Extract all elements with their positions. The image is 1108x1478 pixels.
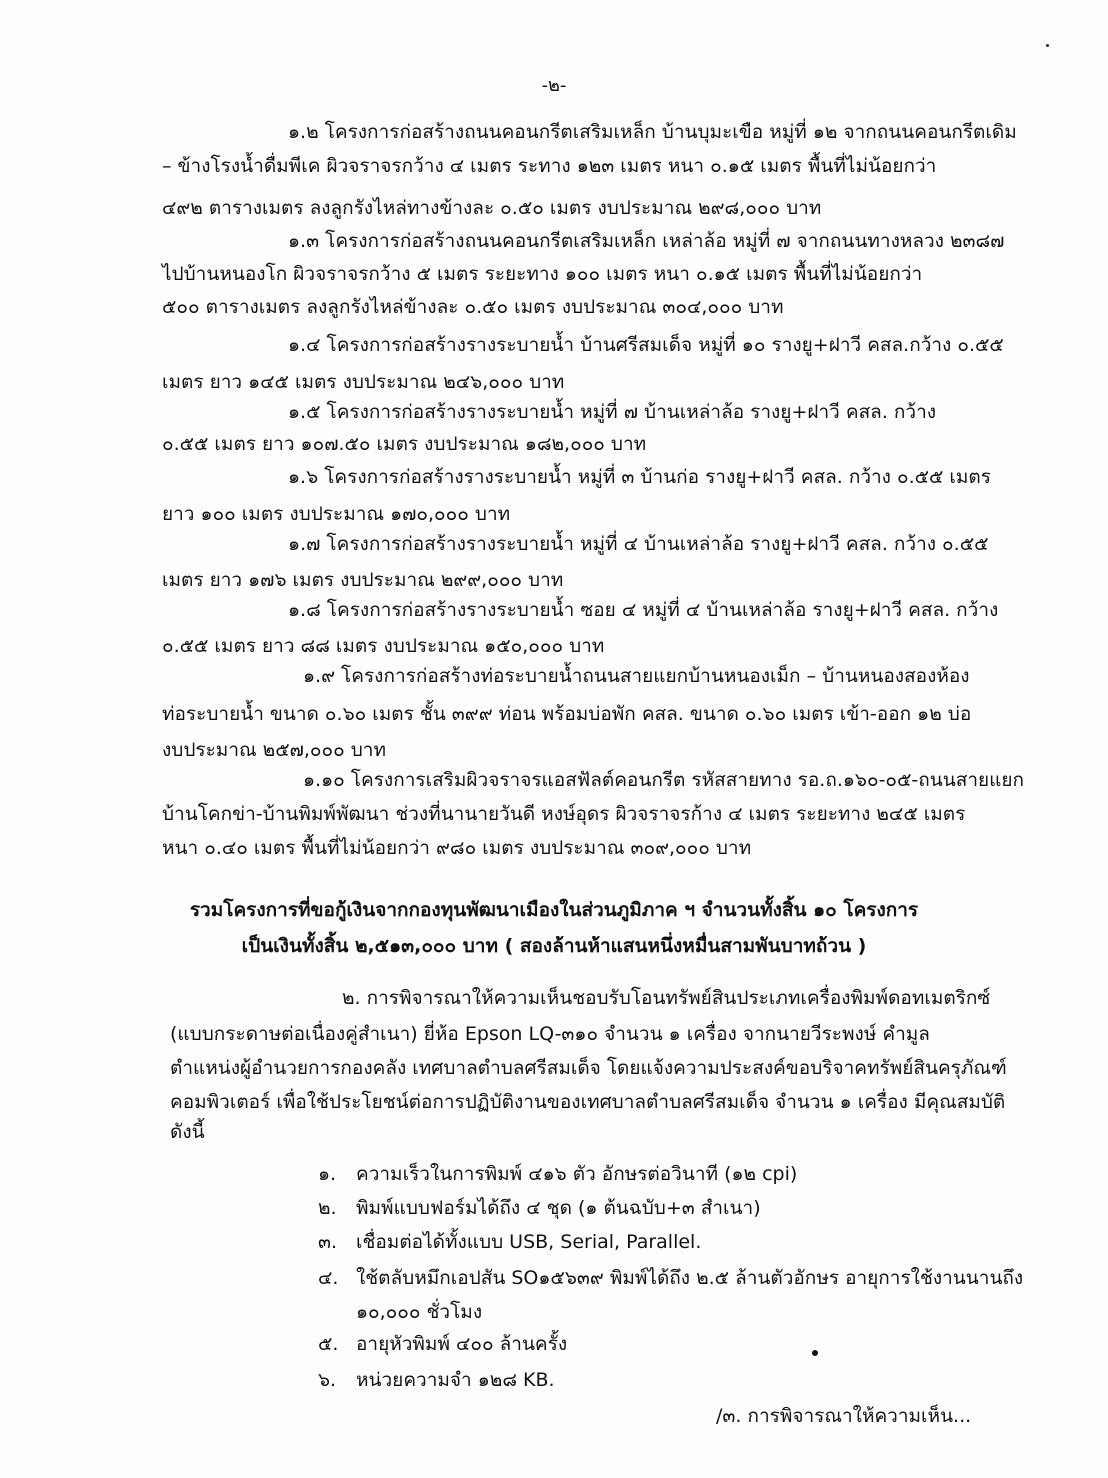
ink-speck	[1046, 44, 1049, 47]
project-1-10-line-3: หนา ๐.๔๐ เมตร พื้นที่ไม่น้อยกว่า ๙๘๐ เมตร งบประมาณ ๓๐๙,๐๐๐ บาท	[162, 837, 752, 859]
spec-1-text: ความเร็วในการพิมพ์ ๔๑๖ ตัว อักษรต่อวินาที (๑๒ cpi)	[356, 1163, 798, 1185]
ink-speck	[812, 1350, 818, 1356]
project-1-9-line-1: ๑.๙ โครงการก่อสร้างท่อระบายน้ำถนนสายแยกบ้านหนองเม็ก – บ้านหนองสองห้อง	[303, 665, 970, 687]
spec-3-number: ๓.	[318, 1231, 338, 1253]
spec-4-number: ๔.	[318, 1267, 339, 1289]
project-1-10-line-1: ๑.๑๐ โครงการเสริมผิวจราจรแอสฟัลต์คอนกรีต รหัสสายทาง รอ.ถ.๑๖๐-๐๕-ถนนสายแยก	[303, 769, 1025, 791]
item-2-line-3: ตำแหน่งผู้อำนวยการกองคลัง เทศบาลตำบลศรีสมเด็จ โดยแจ้งความประสงค์ขอบริจาคทรัพย์สินครุภัณฑ์	[170, 1057, 1007, 1079]
project-1-4-line-2: เมตร ยาว ๑๔๕ เมตร งบประมาณ ๒๔๖,๐๐๐ บาท	[162, 371, 565, 393]
spec-2-number: ๒.	[318, 1197, 337, 1219]
item-2-line-2: (แบบกระดาษต่อเนื่องคู่สำเนา) ยี่ห้อ Epson LQ-๓๑๐ จำนวน ๑ เครื่อง จากนายวีระพงษ์ คำมูล	[170, 1023, 930, 1045]
project-1-10-line-2: บ้านโคกข่า-บ้านพิมพ์พัฒนา ช่วงที่นานายวันดี หงษ์อุดร ผิวจราจรก้าง ๔ เมตร ระยะทาง ๒๔๕ เมตร	[162, 803, 966, 825]
project-1-2-line-1: ๑.๒ โครงการก่อสร้างถนนคอนกรีตเสริมเหล็ก บ้านบุมะเขือ หมู่ที่ ๑๒ จากถนนคอนกรีตเดิม	[288, 121, 1017, 143]
spec-6-text: หน่วยความจำ ๑๒๘ KB.	[356, 1369, 555, 1391]
summary-line-2: เป็นเงินทั้งสิ้น ๒,๕๑๓,๐๐๐ บาท ( สองล้านห้าแสนหนึ่งหมื่นสามพันบาทถ้วน )	[241, 935, 867, 957]
spec-6-number: ๖.	[318, 1369, 337, 1391]
project-1-3-line-3: ๕๐๐ ตารางเมตร ลงลูกรังไหล่ข้างละ ๐.๕๐ เมตร งบประมาณ ๓๐๔,๐๐๐ บาท	[162, 296, 784, 318]
project-1-5-line-1: ๑.๕ โครงการก่อสร้างรางระบายน้ำ หมู่ที่ ๗ บ้านเหล่าล้อ รางยู+ฝาวี คสล. กว้าง	[288, 401, 937, 423]
spec-4-continuation: ๑๐,๐๐๐ ชั่วโมง	[356, 1301, 483, 1323]
project-1-3-line-2: ไปบ้านหนองโก ผิวจราจรกว้าง ๕ เมตร ระยะทาง ๑๐๐ เมตร หนา ๐.๑๕ เมตร พื้นที่ไม่น้อยกว่า	[162, 263, 923, 285]
item-2-line-4: คอมพิวเตอร์ เพื่อใช้ประโยชน์ต่อการปฏิบัติงานของเทศบาลตำบลศรีสมเด็จ จำนวน ๑ เครื่อง มีคุณสมบัติ	[170, 1091, 1006, 1113]
spec-1-number: ๑.	[318, 1163, 337, 1185]
project-1-5-line-2: ๐.๕๕ เมตร ยาว ๑๐๗.๕๐ เมตร งบประมาณ ๑๘๒,๐๐๐ บาท	[162, 433, 647, 455]
project-1-9-line-2: ท่อระบายน้ำ ขนาด ๐.๖๐ เมตร ชั้น ๓๙๙ ท่อน พร้อมบ่อพัก คสล. ขนาด ๐.๖๐ เมตร เข้า-ออก ๑๒ บ่อ	[162, 703, 972, 725]
item-2-line-5: ดังนี้	[170, 1121, 205, 1143]
project-1-4-line-1: ๑.๔ โครงการก่อสร้างรางระบายน้ำ บ้านศรีสมเด็จ หมู่ที่ ๑๐ รางยู+ฝาวี คสล.กว้าง ๐.๕๕	[288, 334, 1004, 356]
spec-5-text: อายุหัวพิมพ์ ๔๐๐ ล้านครั้ง	[356, 1333, 568, 1355]
summary-line-1: รวมโครงการที่ขอกู้เงินจากกองทุนพัฒนาเมืองในส่วนภูมิภาค ฯ จำนวนทั้งสิ้น ๑๐ โครงการ	[189, 899, 919, 921]
spec-3-text: เชื่อมต่อได้ทั้งแบบ USB, Serial, Parallel.	[356, 1231, 702, 1253]
spec-4-text: ใช้ตลับหมึกเอปสัน SO๑๕๖๓๙ พิมพ์ได้ถึง ๒.๕ ล้านตัวอักษร อายุการใช้งานนานถึง	[356, 1267, 1024, 1289]
project-1-2-line-2: – ข้างโรงน้ำดื่มพีเค ผิวจราจรกว้าง ๔ เมตร ระทาง ๑๒๓ เมตร หนา ๐.๑๕ เมตร พื้นที่ไม่น้อยกว่า	[162, 155, 937, 177]
project-1-6-line-2: ยาว ๑๐๐ เมตร งบประมาณ ๑๗๐,๐๐๐ บาท	[162, 503, 511, 525]
project-1-8-line-1: ๑.๘ โครงการก่อสร้างรางระบายน้ำ ซอย ๔ หมู่ที่ ๔ บ้านเหล่าล้อ รางยู+ฝาวี คสล. กว้าง	[288, 599, 999, 621]
project-1-3-line-1: ๑.๓ โครงการก่อสร้างถนนคอนกรีตเสริมเหล็ก เหล่าล้อ หมู่ที่ ๗ จากถนนทางหลวง ๒๓๘๗	[288, 230, 1005, 252]
page-number: -๒-	[541, 75, 567, 96]
spec-5-number: ๕.	[318, 1333, 339, 1355]
next-page-continuation: /๓. การพิจารณาให้ความเห็น...	[716, 1405, 972, 1427]
project-1-7-line-1: ๑.๗ โครงการก่อสร้างรางระบายน้ำ หมู่ที่ ๔ บ้านเหล่าล้อ รางยู+ฝาวี คสล. กว้าง ๐.๕๕	[288, 533, 989, 555]
item-2-line-1: ๒. การพิจารณาให้ความเห็นชอบรับโอนทรัพย์สินประเภทเครื่องพิมพ์ดอทเมตริกซ์	[342, 987, 991, 1009]
project-1-2-line-3: ๔๙๒ ตารางเมตร ลงลูกรังไหล่ทางข้างละ ๐.๕๐ เมตร งบประมาณ ๒๙๘,๐๐๐ บาท	[162, 197, 822, 219]
spec-2-text: พิมพ์แบบฟอร์มได้ถึง ๔ ชุด (๑ ต้นฉบับ+๓ สำเนา)	[356, 1197, 761, 1219]
project-1-8-line-2: ๐.๕๕ เมตร ยาว ๘๘ เมตร งบประมาณ ๑๕๐,๐๐๐ บาท	[162, 635, 605, 657]
project-1-7-line-2: เมตร ยาว ๑๗๖ เมตร งบประมาณ ๒๙๙,๐๐๐ บาท	[162, 569, 564, 591]
project-1-9-line-3: งบประมาณ ๒๕๗,๐๐๐ บาท	[162, 739, 386, 761]
project-1-6-line-1: ๑.๖ โครงการก่อสร้างรางระบายน้ำ หมู่ที่ ๓ บ้านก่อ รางยู+ฝาวี คสล. กว้าง ๐.๕๕ เมตร	[288, 466, 991, 488]
